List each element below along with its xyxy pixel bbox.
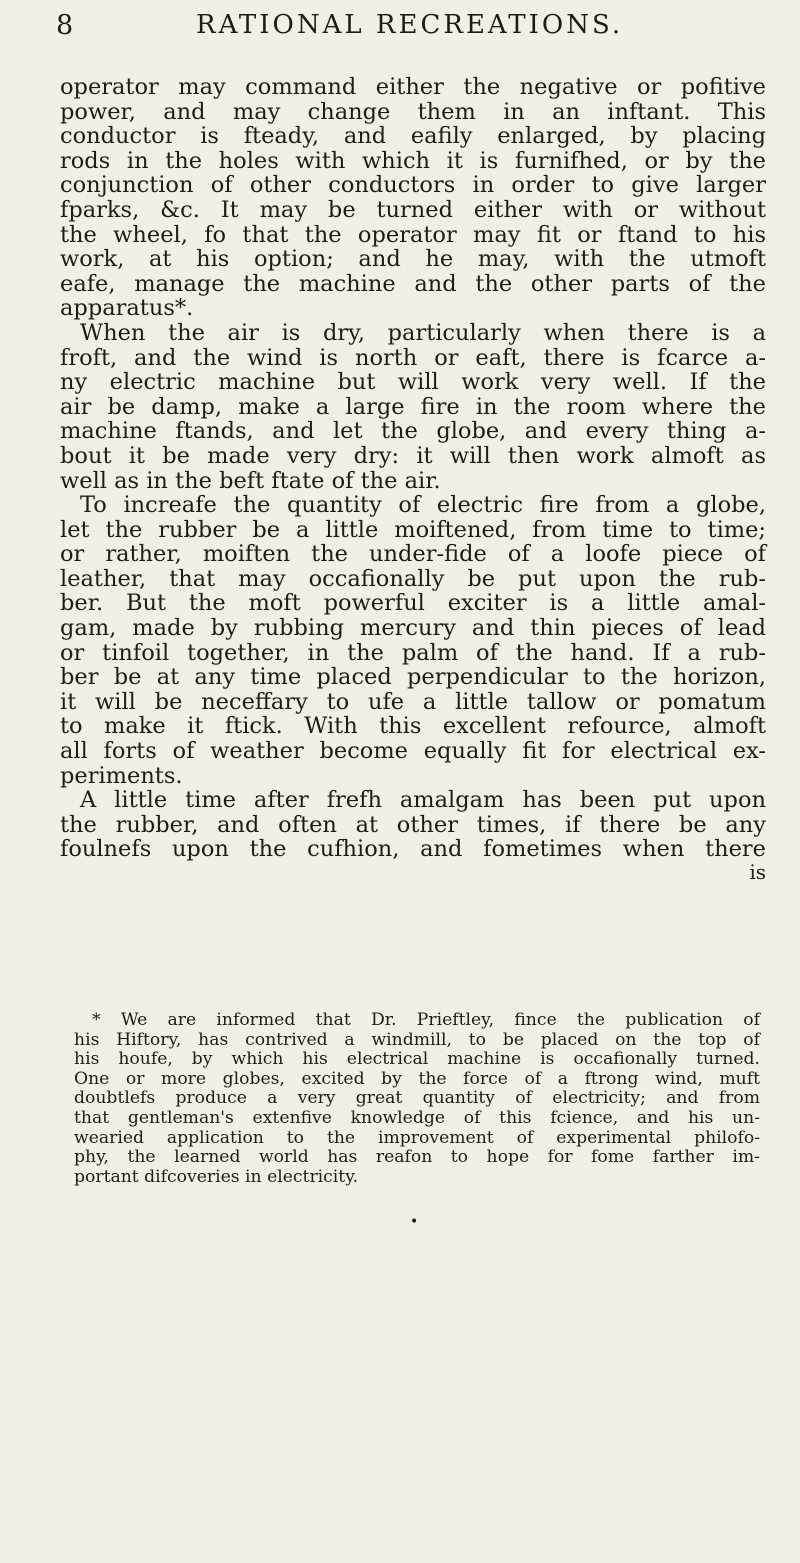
footnote-line: portant difcoveries in electricity. (74, 1166, 359, 1187)
footnote (74, 1011, 760, 1187)
footnote-line: * We are informed that Dr. Prieftley, fince the publication of (92, 1010, 760, 1030)
text-line: leather, that may occafionally be put upon the rub- (60, 565, 766, 592)
separator-dot: • (410, 1214, 419, 1230)
text-line: conductor is fteady, and eafily enlarged, by placing (60, 123, 766, 150)
text-line: fparks, &c. It may be turned either with or without (60, 196, 766, 223)
catchword: is (749, 860, 766, 884)
text-line: To increafe the quantity of electric fire from a globe, (80, 492, 766, 519)
text-line: froft, and the wind is north or eaft, there is fcarce a- (60, 344, 766, 371)
text-line: periments. (60, 762, 183, 789)
text-line: or rather, moiften the under-fide of a loofe piece of (60, 541, 766, 568)
text-line: all forts of weather become equally fit for electrical ex- (60, 738, 766, 765)
text-line: operator may command either the negative or pofitive (60, 74, 766, 100)
text-line: to make it ftick. With this excellent refource, almoft (60, 713, 766, 740)
text-line: the rubber, and often at other times, if there be any (60, 811, 766, 838)
text-line: work, at his option; and he may, with the utmoft (60, 246, 766, 273)
text-line: rods in the holes with which it is furnifhed, or by the (60, 147, 766, 174)
text-line: ber. But the moft powerful exciter is a little amal- (60, 590, 766, 617)
text-line: let the rubber be a little moiftened, from time to time; (60, 516, 766, 543)
text-line: air be damp, make a large fire in the room where the (60, 393, 766, 420)
text-line: When the air is dry, particularly when there is a (80, 319, 766, 346)
footnote-line: doubtlefs produce a very great quantity of electricity; and from (74, 1088, 760, 1109)
page-number: 8 (56, 10, 75, 41)
text-line: bout it be made very dry: it will then work almoft as (60, 442, 766, 469)
page-header (56, 10, 756, 60)
text-line: machine ftands, and let the globe, and every thing a- (60, 418, 766, 445)
text-line: conjunction of other conductors in order to give larger (60, 172, 766, 199)
running-head: RATIONAL RECREATIONS. (196, 10, 624, 40)
footnote-line: that gentleman's extenfive knowledge of this fcience, and his un- (74, 1107, 760, 1128)
text-line: ber be at any time placed perpendicular to the horizon, (60, 664, 766, 691)
text-line: power, and may change them in an inftant. This (60, 98, 766, 125)
text-line: apparatus*. (60, 295, 194, 322)
footnote-line: phy, the learned world has reafon to hope for fome farther im- (74, 1147, 760, 1168)
footnote-line: his houfe, by which his electrical machine is occafionally turned. (74, 1049, 760, 1070)
footnote-line: his Hiftory, has contrived a windmill, to be placed on the top of (74, 1029, 760, 1050)
text-line: it will be neceffary to ufe a little tallow or pomatum (60, 688, 766, 715)
footnote-line: One or more globes, excited by the force of a ftrong wind, muft (74, 1068, 760, 1089)
text-line: the wheel, fo that the operator may fit or ftand to his (60, 221, 766, 248)
footnote-line: wearied application to the improvement of experimental philofo- (74, 1127, 760, 1148)
text-line: A little time after frefh amalgam has been put upon (80, 787, 766, 814)
text-line: gam, made by rubbing mercury and thin pieces of lead (60, 615, 766, 642)
text-line: or tinfoil together, in the palm of the hand. If a rub- (60, 639, 766, 666)
text-line: foulnefs upon the cufhion, and fometimes when there (60, 836, 766, 863)
body-text (60, 75, 766, 882)
text-line: ny electric machine but will work very well. If the (60, 369, 766, 396)
text-line: well as in the beft ftate of the air. (60, 467, 441, 494)
text-line: eafe, manage the machine and the other parts of the (60, 270, 766, 297)
